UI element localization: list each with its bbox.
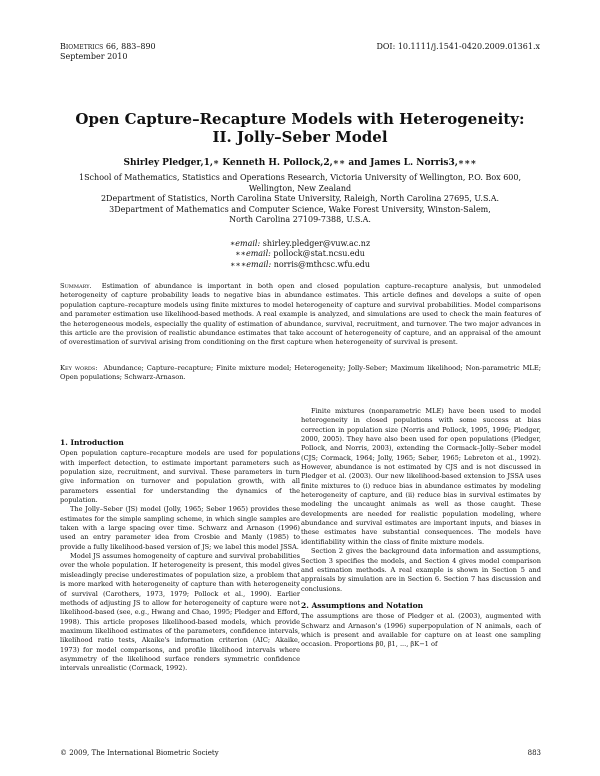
email-address[interactable]: pollock@stat.ncsu.edu xyxy=(273,249,365,259)
affiliation-line: Wellington, New Zealand xyxy=(248,183,352,193)
affiliations xyxy=(40,173,560,226)
section-heading: 1. Introduction xyxy=(60,438,124,447)
email-line xyxy=(0,249,600,259)
summary-text: Estimation of abundance is important in both open and closed population capture–recapture analysis, but unmodeled heterogeneity of capture probability leads to negative bias in abundance estimates. This article defines and develops a suite of open population capture–recapture models using finite mixtures to model heterogeneity of capture and survival probabilities. Model comparisons and parameter estimation use likelihood-based methods. A real example is analyzed, and simulations are used to check the main features of the heterogeneous models, especially the quality of estimation of abundance, survival, recruitment, and turnover. The two major advances in this article are the provision of realistic abundance estimates that take account of heterogeneity of capture, and an appraisal of the amount of overestimation of survival arising from conditioning on the first capture when heterogeneity of survival is present. xyxy=(60,282,541,347)
email-label: ∗∗email: xyxy=(235,249,271,259)
email-label: ∗∗∗email: xyxy=(229,259,272,269)
email-line xyxy=(0,239,600,249)
journal-header xyxy=(60,42,156,62)
paper-title xyxy=(0,110,600,146)
paragraph: Section 2 gives the background data information and assumptions, Section 3 specifies the models, and Section 4 gives model comparison and estimation methods. A real example is shown in Section 5 and appraisals by simulation are in Section 6. Section 7 has discussion and conclusions. xyxy=(301,547,541,593)
paragraph: Finite mixtures (nonparametric MLE) have been used to model heterogeneity in closed populations with some success at bias correction in population size (Norris and Pollock, 1995, 1996; Pledger, 2000, 2005). They have also been used for open populations (Pledger, Pollock, and Norris, 2003), extending the Cormack–Jolly–Seber model (CJS; Cormack, 1964; Jolly, 1965; Seber, 1965; Lebreton et al., 1992). However, abundance is not estimated by CJS and is not discussed in Pledger et al. (2003). Our new likelihood-based extension to JSSA uses finite mixtures to (i) reduce bias in abundance estimates by modeling heterogeneity of capture, and (ii) reduce bias in survival estimates by modeling the uncaught animals as well as those caught. These developments are needed for realistic population modeling, where abundance and survival estimates are important inputs, and biases in these estimates have substantial consequences. The models have identifiability within the class of finite mixture models. xyxy=(301,407,541,546)
keywords-label: Key words: xyxy=(60,364,98,372)
affiliation-line: 1School of Mathematics, Statistics and Operations Research, Victoria University of Wellington, P.O. Box 600, xyxy=(78,173,522,182)
right-column xyxy=(301,407,541,650)
email-line xyxy=(0,260,600,270)
keywords-text: Abundance; Capture–recapture; Finite mixture model; Heterogeneity; Jolly-Seber; Maximum likelihood; Non-parametric MLE; Open populations; Schwarz-Arnason. xyxy=(60,364,542,382)
paragraph: Model JS assumes homogeneity of capture and survival probabilities over the whole population. If heterogeneity is present, this model gives misleadingly precise underestimates of population size, a problem that is more marked with heterogeneity of capture than with heterogeneity of survival (Carothers, 1973, 1979; Pollock et al., 1990). Earlier methods of adjusting JS to allow for heterogeneity of capture were not likelihood-based (see, e.g., Hwang and Chao, 1995; Pledger and Efford, 1998). This article proposes likelihood-based models, which provide maximum likelihood estimates of the parameters, confidence intervals, likelihood ratio tests, Akaike's information criterion (AIC; Akaike, 1973) for model comparisons, and profile likelihood intervals where asymmetry of the likelihood surface renders symmetric confidence intervals unrealistic (Cormack, 1992). xyxy=(60,552,300,673)
left-column xyxy=(60,438,300,674)
authors: Shirley Pledger,1,∗ Kenneth H. Pollock,2,∗∗ and James L. Norris3,∗∗∗ xyxy=(123,158,477,168)
paragraph: Open population capture–recapture models are used for populations with imperfect detection, to estimate important parameters such as population size, recruitment, and survival. These parameters in turn give information on turnover and population growth, with all parameters essential for understanding the dynamics of the population. xyxy=(60,449,300,505)
paragraph: The Jolly–Seber (JS) model (Jolly, 1965; Seber 1965) provides these estimates for the simple sampling scheme, in which single samples are taken with a large spacing over time. Schwarz and Arnason (1996) used an entry parameter idea from Crosbie and Manly (1985) to provide a fully likelihood-based version of JS; we label this model JSSA. xyxy=(60,505,300,551)
affiliation-line: 3Department of Mathematics and Computer Science, Wake Forest University, Winston-Salem, xyxy=(109,204,491,214)
journal-name: Biometrics xyxy=(60,42,104,51)
abstract xyxy=(60,282,541,348)
summary-label: Summary. xyxy=(60,282,92,290)
title-line-1: Open Capture–Recapture Models with Heterogeneity: xyxy=(75,110,525,128)
keywords xyxy=(60,364,541,383)
email-address[interactable]: norris@mthcsc.wfu.edu xyxy=(273,259,371,269)
paragraph: The assumptions are those of Pledger et al. (2003), augmented with Schwarz and Arnason's (1996) superpopulation of N animals, each of which is present and available for capture on at least one sampling occasion. Proportions β0, β1, ..., βK−1 of xyxy=(301,612,541,649)
section-heading: 2. Assumptions and Notation xyxy=(301,600,424,610)
volume-pages: 66, 883–890 xyxy=(105,42,156,51)
emails xyxy=(0,239,600,270)
doi[interactable]: DOI: 10.1111/j.1541-0420.2009.01361.x xyxy=(376,42,540,51)
title-line-2: II. Jolly–Seber Model xyxy=(212,128,388,146)
affiliation-line: North Carolina 27109-7388, U.S.A. xyxy=(229,215,371,225)
issue-date: September 2010 xyxy=(60,52,128,61)
page-number: 883 xyxy=(527,749,541,757)
copyright: © 2009, The International Biometric Society xyxy=(60,749,219,757)
page-footer xyxy=(60,749,541,757)
email-address[interactable]: shirley.pledger@vuw.ac.nz xyxy=(262,239,371,248)
affiliation-line: 2Department of Statistics, North Carolina State University, Raleigh, North Carolina 27695, U.S.A. xyxy=(100,194,500,204)
email-label: ∗email: xyxy=(229,239,261,248)
